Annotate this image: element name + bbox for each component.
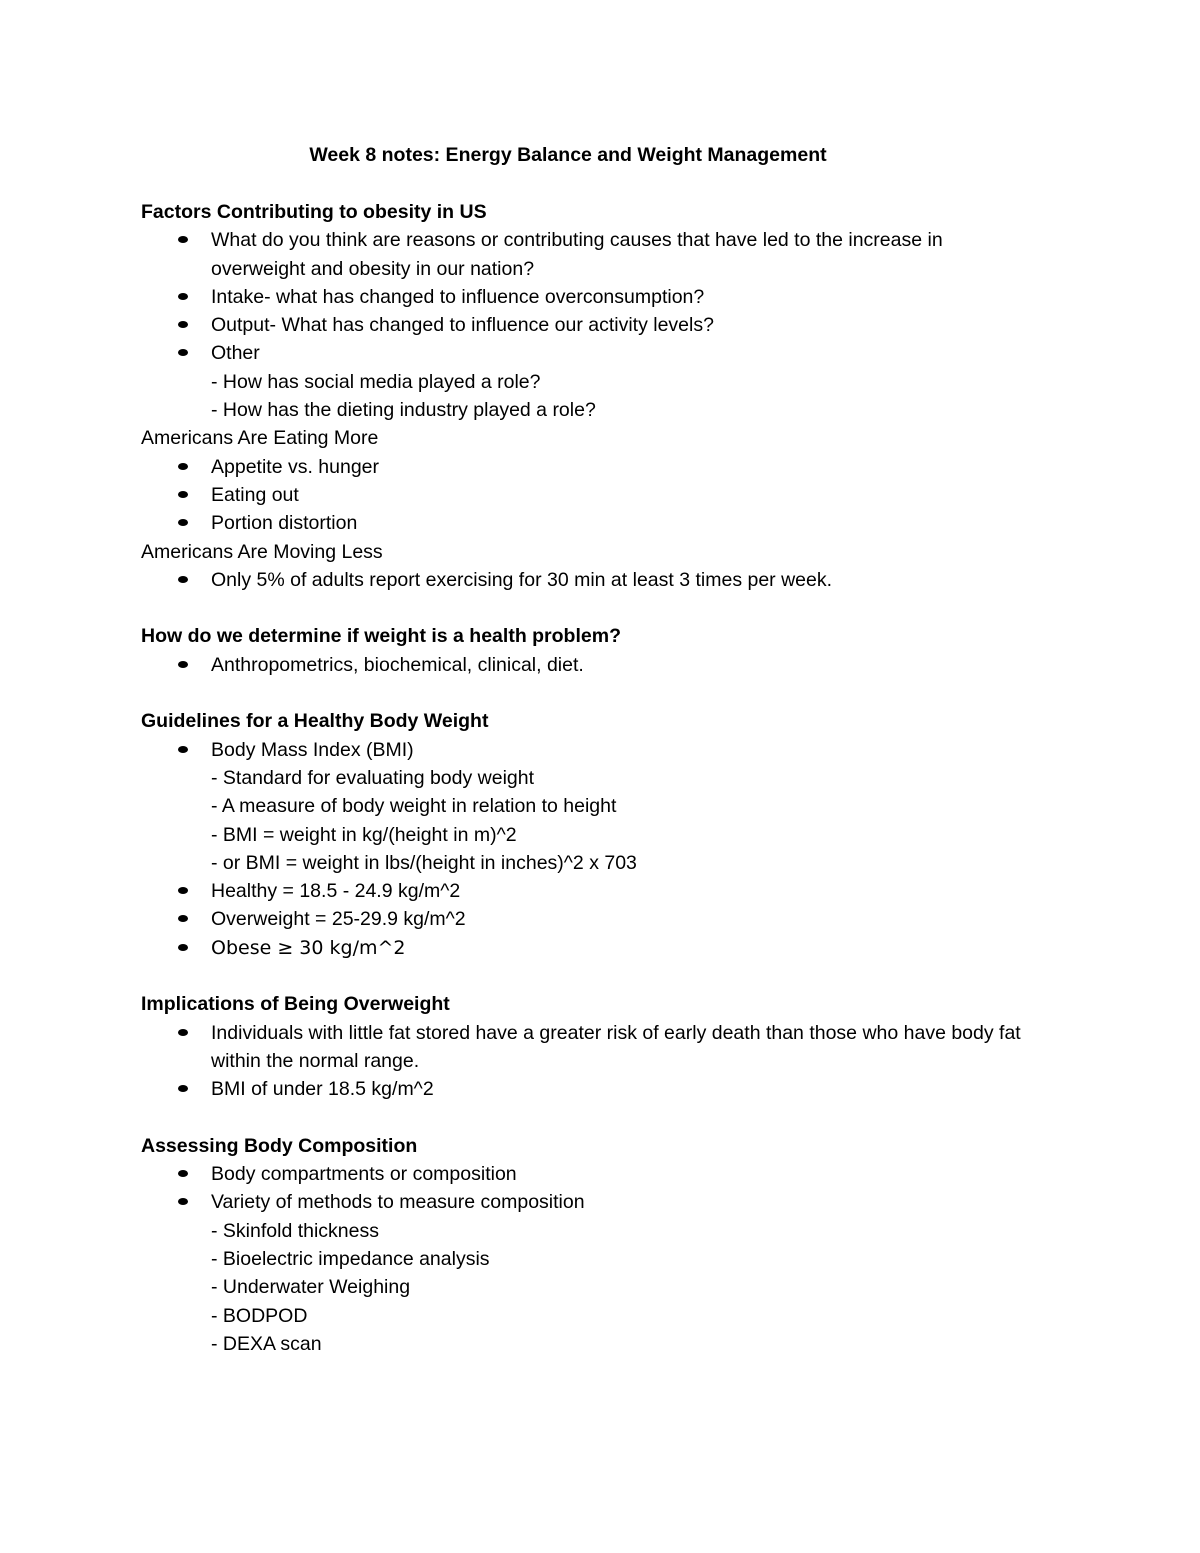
list-item: Eating out bbox=[141, 481, 1041, 509]
list-item bbox=[141, 934, 1041, 962]
eating-more-list bbox=[141, 453, 1041, 538]
spacer bbox=[141, 1104, 1041, 1132]
list-item: Portion distortion bbox=[141, 509, 1041, 537]
sub-item: - Bioelectric impedance analysis bbox=[211, 1247, 490, 1270]
guidelines-list bbox=[141, 736, 1041, 764]
bmi-ranges-list bbox=[141, 877, 1041, 962]
list-item-label: Other bbox=[211, 342, 260, 365]
sub-item: - Skinfold thickness bbox=[211, 1219, 379, 1242]
sub-item: - BODPOD bbox=[211, 1304, 308, 1327]
section-heading-factors: Factors Contributing to obesity in US bbox=[141, 201, 487, 223]
list-item: Variety of methods to measure composition bbox=[141, 1188, 1041, 1216]
document-body bbox=[141, 198, 1041, 1358]
obese-range: Obese ≥ 30 kg/m^2 bbox=[211, 936, 406, 959]
bmi-label: Body Mass Index (BMI) bbox=[211, 738, 414, 761]
sub-item: - BMI = weight in kg/(height in m)^2 bbox=[211, 823, 517, 846]
sub-item: - How has social media played a role? bbox=[211, 370, 541, 393]
factors-list bbox=[141, 226, 1041, 367]
sub-item: - DEXA scan bbox=[211, 1332, 322, 1355]
sub-item: - How has the dieting industry played a role? bbox=[211, 399, 596, 422]
list-item: Appetite vs. hunger bbox=[141, 453, 1041, 481]
section-heading-determine: How do we determine if weight is a health problem? bbox=[141, 625, 621, 648]
spacer bbox=[141, 594, 1041, 622]
section-heading-assessing: Assessing Body Composition bbox=[141, 1134, 418, 1157]
list-item: What do you think are reasons or contributing causes that have led to the increase in overweight and obesity in our nation? bbox=[141, 226, 1041, 283]
list-item: Healthy = 18.5 - 24.9 kg/m^2 bbox=[141, 877, 1041, 905]
implications-list bbox=[141, 1019, 1041, 1104]
list-item: Only 5% of adults report exercising for 30 min at least 3 times per week. bbox=[141, 566, 1041, 594]
list-item: Body compartments or composition bbox=[141, 1160, 1041, 1188]
list-item: BMI of under 18.5 kg/m^2 bbox=[141, 1075, 1041, 1103]
section-heading-guidelines: Guidelines for a Healthy Body Weight bbox=[141, 710, 489, 733]
determine-list bbox=[141, 651, 1041, 679]
spacer bbox=[141, 679, 1041, 707]
sub-item: - or BMI = weight in lbs/(height in inches)^2 x 703 bbox=[211, 851, 637, 874]
assessing-list bbox=[141, 1160, 1041, 1217]
spacer bbox=[141, 962, 1041, 990]
list-item bbox=[141, 736, 1041, 764]
sub-item: - Underwater Weighing bbox=[211, 1276, 411, 1299]
list-item: Intake- what has changed to influence overconsumption? bbox=[141, 283, 1041, 311]
page-title: Week 8 notes: Energy Balance and Weight Management bbox=[309, 144, 827, 166]
list-item bbox=[141, 339, 1041, 367]
sub-item: - A measure of body weight in relation to height bbox=[211, 795, 617, 818]
sub-item: - Standard for evaluating body weight bbox=[211, 766, 535, 789]
list-item: Output- What has changed to influence our activity levels? bbox=[141, 311, 1041, 339]
section-heading-implications: Implications of Being Overweight bbox=[141, 993, 450, 1016]
list-item: Individuals with little fat stored have a greater risk of early death than those who have body fat within the normal range. bbox=[141, 1019, 1041, 1076]
list-item: Overweight = 25-29.9 kg/m^2 bbox=[141, 905, 1041, 933]
subheading-moving-less: Americans Are Moving Less bbox=[141, 540, 383, 563]
list-item: Anthropometrics, biochemical, clinical, diet. bbox=[141, 651, 1041, 679]
moving-less-list bbox=[141, 566, 1041, 594]
subheading-eating-more: Americans Are Eating More bbox=[141, 427, 379, 450]
